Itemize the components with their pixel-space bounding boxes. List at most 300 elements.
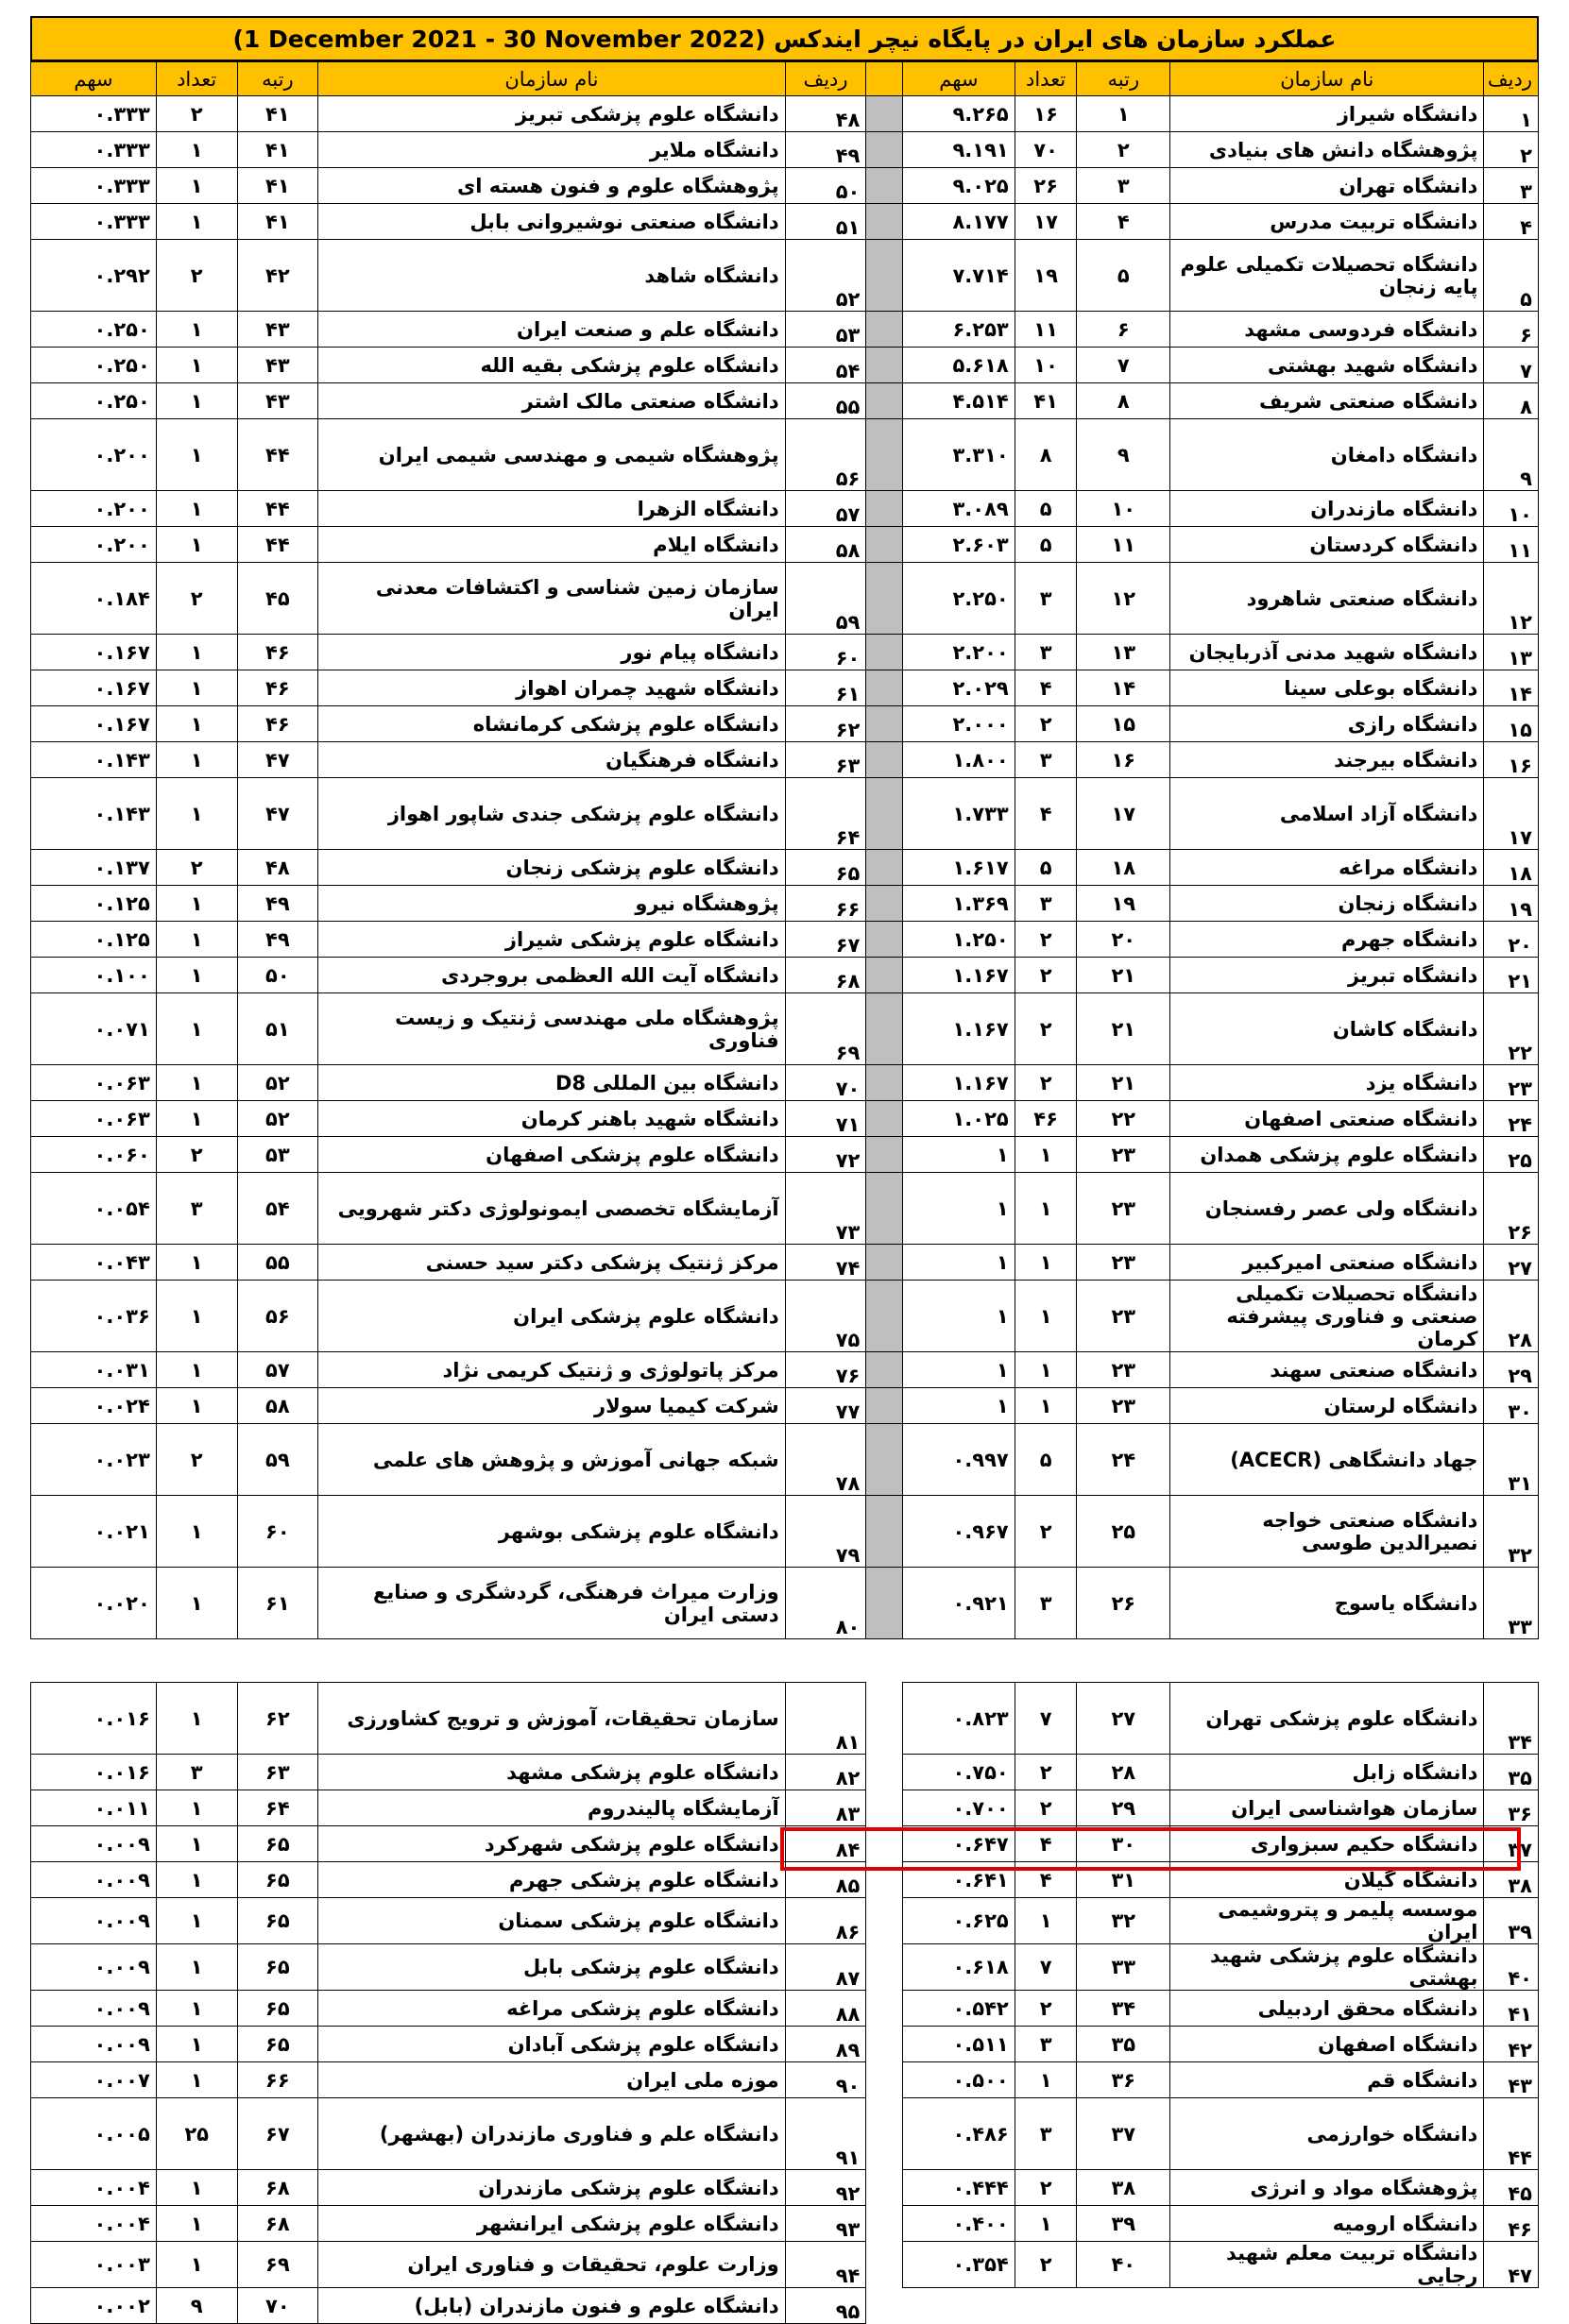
- rank-value: ۶: [1077, 312, 1170, 348]
- row-number: ۸۴: [785, 1826, 866, 1862]
- share-value: ۰.۲۵۰: [31, 348, 157, 383]
- separator: [866, 1245, 903, 1281]
- title-text: عملکرد سازمان های ایران در پایگاه نیچر ایندکس: [774, 25, 1337, 53]
- row-number: ۳: [1484, 168, 1539, 204]
- table-row: [31, 240, 1539, 312]
- count-value: ۵: [1015, 491, 1077, 527]
- row-number: ۴۵: [1484, 2170, 1539, 2206]
- row-number: ۳۸: [1484, 1862, 1539, 1898]
- share-value: ۰.۰۰۹: [31, 2027, 157, 2062]
- rank-value: ۴۶: [237, 635, 318, 670]
- row-number: ۵۱: [785, 204, 866, 240]
- empty-cell: [1015, 2288, 1077, 2324]
- share-value: ۰.۶۱۸: [903, 1944, 1015, 1991]
- share-value: ۰.۹۶۷: [903, 1496, 1015, 1568]
- row-number: ۶۱: [785, 670, 866, 706]
- share-value: ۰.۰۰۴: [31, 2206, 157, 2242]
- org-name: دانشگاه جهرم: [1170, 922, 1484, 958]
- share-value: ۰.۰۰۹: [31, 1898, 157, 1944]
- separator: [866, 670, 903, 706]
- count-value: ۱: [1015, 1898, 1077, 1944]
- share-value: ۱.۱۶۷: [903, 958, 1015, 993]
- count-value: ۳: [1015, 563, 1077, 635]
- org-name: دانشگاه تحصیلات تکمیلی علوم پایه زنجان: [1170, 240, 1484, 312]
- org-name: مرکز پاتولوژی و ژنتیک کریمی نژاد: [318, 1352, 785, 1388]
- share-value: ۲.۶۰۳: [903, 527, 1015, 563]
- count-value: ۴۱: [1015, 383, 1077, 419]
- row-number: ۳۴: [1484, 1683, 1539, 1755]
- share-value: ۰.۴۰۰: [903, 2206, 1015, 2242]
- org-name: پژوهشگاه نیرو: [318, 886, 785, 922]
- share-value: ۰.۵۱۱: [903, 2027, 1015, 2062]
- rank-value: ۴۳: [237, 383, 318, 419]
- table-row: [31, 419, 1539, 491]
- share-value: ۰.۱۳۷: [31, 850, 157, 886]
- org-name: دانشگاه علوم پزشکی جندی شاپور اهواز: [318, 778, 785, 850]
- org-name: دانشگاه محقق اردبیلی: [1170, 1991, 1484, 2027]
- row-number: ۵۴: [785, 348, 866, 383]
- count-value: ۱: [156, 1944, 237, 1991]
- org-name: دانشگاه علوم پزشکی بوشهر: [318, 1496, 785, 1568]
- row-number: ۱۲: [1484, 563, 1539, 635]
- count-value: ۱: [156, 1568, 237, 1639]
- share-value: ۰.۵۴۲: [903, 1991, 1015, 2027]
- rank-value: ۴۴: [237, 419, 318, 491]
- rank-value: ۲۱: [1077, 958, 1170, 993]
- row-number: ۱۷: [1484, 778, 1539, 850]
- rank-value: ۶۸: [237, 2170, 318, 2206]
- org-name: پژوهشگاه ملی مهندسی ژنتیک و زیست فناوری: [318, 993, 785, 1065]
- table-row: [31, 563, 1539, 635]
- org-name: دانشگاه صنعتی امیرکبیر: [1170, 1245, 1484, 1281]
- share-value: ۰.۱۴۳: [31, 778, 157, 850]
- count-value: ۸: [1015, 419, 1077, 491]
- count-value: ۲: [156, 563, 237, 635]
- separator: [866, 1173, 903, 1245]
- share-value: ۱: [903, 1352, 1015, 1388]
- org-name: دانشگاه بوعلی سینا: [1170, 670, 1484, 706]
- row-number: ۳۹: [1484, 1898, 1539, 1944]
- row-number: ۹۰: [785, 2062, 866, 2098]
- org-name: پژوهشگاه علوم و فنون هسته ای: [318, 168, 785, 204]
- share-value: ۰.۱۶۷: [31, 706, 157, 742]
- separator: [866, 886, 903, 922]
- rank-value: ۶۵: [237, 2027, 318, 2062]
- count-value: ۲: [1015, 922, 1077, 958]
- org-name: دانشگاه رازی: [1170, 706, 1484, 742]
- rank-value: ۱۴: [1077, 670, 1170, 706]
- row-number: ۸۷: [785, 1944, 866, 1991]
- share-value: ۰.۴۸۶: [903, 2098, 1015, 2170]
- org-name: دانشگاه تبریز: [1170, 958, 1484, 993]
- count-value: ۱: [1015, 2206, 1077, 2242]
- row-number: ۴۷: [1484, 2242, 1539, 2288]
- org-name: دانشگاه علوم پزشکی بقیه الله: [318, 348, 785, 383]
- share-value: ۷.۷۱۴: [903, 240, 1015, 312]
- share-value: ۰.۰۶۳: [31, 1065, 157, 1101]
- separator: [866, 706, 903, 742]
- org-name: دانشگاه علوم پزشکی مازندران: [318, 2170, 785, 2206]
- share-value: ۰.۶۴۷: [903, 1826, 1015, 1862]
- share-value: ۰.۰۰۴: [31, 2170, 157, 2206]
- rank-value: ۵۲: [237, 1065, 318, 1101]
- table-row: [31, 1101, 1539, 1137]
- org-name: سازمان زمین شناسی و اکتشافات معدنی ایران: [318, 563, 785, 635]
- org-name: دانشگاه شیراز: [1170, 96, 1484, 132]
- rank-value: ۲۳: [1077, 1245, 1170, 1281]
- org-name: دانشگاه علوم پزشکی مراغه: [318, 1991, 785, 2027]
- row-number: ۳۵: [1484, 1755, 1539, 1790]
- row-number: ۹۴: [785, 2242, 866, 2288]
- row-number: ۸۵: [785, 1862, 866, 1898]
- org-name: پژوهشگاه شیمی و مهندسی شیمی ایران: [318, 419, 785, 491]
- share-value: ۰.۰۰۹: [31, 1826, 157, 1862]
- row-number: ۵۲: [785, 240, 866, 312]
- empty-cell: [1170, 2288, 1484, 2324]
- rank-value: ۵۲: [237, 1101, 318, 1137]
- row-number: ۴۲: [1484, 2027, 1539, 2062]
- org-name: دانشگاه علوم پزشکی اصفهان: [318, 1137, 785, 1173]
- table-row: [31, 1944, 1539, 1991]
- share-value: ۰.۰۰۲: [31, 2288, 157, 2324]
- org-name: دانشگاه بیرجند: [1170, 742, 1484, 778]
- table-row: [31, 1683, 1539, 1755]
- share-value: ۰.۰۳۶: [31, 1281, 157, 1352]
- row-number: ۱۹: [1484, 886, 1539, 922]
- separator: [866, 1101, 903, 1137]
- rank-value: ۴۶: [237, 670, 318, 706]
- share-value: ۰.۱۴۳: [31, 742, 157, 778]
- table-row: [31, 706, 1539, 742]
- row-number: ۴۹: [785, 132, 866, 168]
- separator: [866, 1496, 903, 1568]
- rank-value: ۲: [1077, 132, 1170, 168]
- row-number: ۹۱: [785, 2098, 866, 2170]
- separator: [866, 383, 903, 419]
- rank-value: ۵۵: [237, 1245, 318, 1281]
- rank-value: ۵۳: [237, 1137, 318, 1173]
- count-value: ۱: [156, 922, 237, 958]
- row-number: ۵: [1484, 240, 1539, 312]
- rank-value: ۲۳: [1077, 1388, 1170, 1424]
- count-value: ۲: [156, 1137, 237, 1173]
- org-name: دانشگاه شهید بهشتی: [1170, 348, 1484, 383]
- row-number: ۹۵: [785, 2288, 866, 2324]
- rank-value: ۱۰: [1077, 491, 1170, 527]
- share-value: ۰.۶۴۱: [903, 1862, 1015, 1898]
- org-name: دانشگاه شهید مدنی آذربایجان: [1170, 635, 1484, 670]
- org-name: دانشگاه علم و صنعت ایران: [318, 312, 785, 348]
- row-number: ۸: [1484, 383, 1539, 419]
- row-number: ۶۷: [785, 922, 866, 958]
- row-number: ۲۰: [1484, 922, 1539, 958]
- share-value: ۰.۲۰۰: [31, 491, 157, 527]
- rank-value: ۱۸: [1077, 850, 1170, 886]
- separator: [866, 850, 903, 886]
- table-row: [31, 1826, 1539, 1862]
- share-value: ۰.۳۳۳: [31, 168, 157, 204]
- count-value: ۴: [1015, 670, 1077, 706]
- org-name: دانشگاه شهید باهنر کرمان: [318, 1101, 785, 1137]
- rank-value: ۳۴: [1077, 1991, 1170, 2027]
- count-value: ۲: [1015, 993, 1077, 1065]
- share-value: ۱.۳۶۹: [903, 886, 1015, 922]
- rank-value: ۶۵: [237, 1944, 318, 1991]
- row-number: ۳۰: [1484, 1388, 1539, 1424]
- org-name: دانشگاه یزد: [1170, 1065, 1484, 1101]
- row-number: ۶۵: [785, 850, 866, 886]
- count-value: ۷: [1015, 1683, 1077, 1755]
- col-row-header: ردیف: [785, 62, 866, 96]
- separator: [866, 2170, 903, 2206]
- table-row: [31, 850, 1539, 886]
- row-number: ۱۶: [1484, 742, 1539, 778]
- count-value: ۱: [156, 1101, 237, 1137]
- org-name: دانشگاه تهران: [1170, 168, 1484, 204]
- rank-value: ۲۶: [1077, 1568, 1170, 1639]
- row-number: ۹: [1484, 419, 1539, 491]
- table-row: [31, 1137, 1539, 1173]
- rank-value: ۵: [1077, 240, 1170, 312]
- count-value: ۱: [156, 419, 237, 491]
- org-name: دانشگاه صنعتی مالک اشتر: [318, 383, 785, 419]
- rank-value: ۱۳: [1077, 635, 1170, 670]
- share-value: ۳.۰۸۹: [903, 491, 1015, 527]
- share-value: ۰.۰۶۳: [31, 1101, 157, 1137]
- count-value: ۷: [1015, 1944, 1077, 1991]
- org-name: دانشگاه زابل: [1170, 1755, 1484, 1790]
- row-number: ۴۱: [1484, 1991, 1539, 2027]
- count-value: ۱: [156, 527, 237, 563]
- rank-value: ۶۸: [237, 2206, 318, 2242]
- rank-value: ۴۱: [237, 132, 318, 168]
- count-value: ۳: [1015, 2027, 1077, 2062]
- share-value: ۱: [903, 1245, 1015, 1281]
- count-value: ۱: [156, 1065, 237, 1101]
- share-value: ۰.۱۸۴: [31, 563, 157, 635]
- share-value: ۰.۱۶۷: [31, 635, 157, 670]
- row-number: ۸۲: [785, 1755, 866, 1790]
- count-value: ۱: [1015, 1388, 1077, 1424]
- count-value: ۱: [1015, 1281, 1077, 1352]
- col-count-header: تعداد: [156, 62, 237, 96]
- table-row: [31, 1568, 1539, 1639]
- rank-value: ۱: [1077, 96, 1170, 132]
- rank-value: ۷: [1077, 348, 1170, 383]
- share-value: ۱.۶۱۷: [903, 850, 1015, 886]
- table-row: [31, 491, 1539, 527]
- count-value: ۵: [1015, 1424, 1077, 1496]
- row-number: ۲: [1484, 132, 1539, 168]
- count-value: ۱: [156, 1898, 237, 1944]
- count-value: ۱: [156, 383, 237, 419]
- org-name: دانشگاه صنعتی شاهرود: [1170, 563, 1484, 635]
- org-name: دانشگاه خوارزمی: [1170, 2098, 1484, 2170]
- row-number: ۴۸: [785, 96, 866, 132]
- separator: [866, 2098, 903, 2170]
- row-number: ۶۲: [785, 706, 866, 742]
- row-number: ۵۸: [785, 527, 866, 563]
- table-row: [31, 886, 1539, 922]
- count-value: ۱: [156, 2242, 237, 2288]
- rank-value: ۶۲: [237, 1683, 318, 1755]
- org-name: دانشگاه یاسوج: [1170, 1568, 1484, 1639]
- org-name: دانشگاه حکیم سبزواری: [1170, 1826, 1484, 1862]
- row-number: ۲۳: [1484, 1065, 1539, 1101]
- row-number: ۳۷: [1484, 1826, 1539, 1862]
- share-value: ۲.۰۰۰: [903, 706, 1015, 742]
- separator: [866, 1944, 903, 1991]
- org-name: دانشگاه فردوسی مشهد: [1170, 312, 1484, 348]
- count-value: ۲: [1015, 1991, 1077, 2027]
- count-value: ۲: [1015, 2242, 1077, 2288]
- count-value: ۱: [156, 993, 237, 1065]
- separator: [866, 742, 903, 778]
- share-value: ۱.۸۰۰: [903, 742, 1015, 778]
- share-value: ۱: [903, 1137, 1015, 1173]
- row-number: ۵۷: [785, 491, 866, 527]
- separator: [866, 1352, 903, 1388]
- separator: [866, 96, 903, 132]
- separator: [866, 1991, 903, 2027]
- row-number: ۸۶: [785, 1898, 866, 1944]
- row-number: ۷۴: [785, 1245, 866, 1281]
- col-row-header: ردیف: [1484, 62, 1539, 96]
- count-value: ۱: [1015, 2062, 1077, 2098]
- rank-value: ۳۲: [1077, 1898, 1170, 1944]
- count-value: ۱: [156, 958, 237, 993]
- table-row: [31, 958, 1539, 993]
- org-name: دانشگاه صنعتی نوشیروانی بابل: [318, 204, 785, 240]
- rank-value: ۲۵: [1077, 1496, 1170, 1568]
- rank-value: ۴۵: [237, 563, 318, 635]
- row-number: ۶: [1484, 312, 1539, 348]
- count-value: ۱: [156, 168, 237, 204]
- share-value: ۰.۲۵۰: [31, 312, 157, 348]
- org-name: دانشگاه پیام نور: [318, 635, 785, 670]
- share-value: ۰.۰۲۴: [31, 1388, 157, 1424]
- rank-value: ۲۲: [1077, 1101, 1170, 1137]
- org-name: دانشگاه شهید چمران اهواز: [318, 670, 785, 706]
- count-value: ۱: [156, 2170, 237, 2206]
- count-value: ۲: [156, 1424, 237, 1496]
- count-value: ۱: [156, 2206, 237, 2242]
- count-value: ۱: [156, 491, 237, 527]
- count-value: ۱۹: [1015, 240, 1077, 312]
- row-number: ۷۰: [785, 1065, 866, 1101]
- count-value: ۱: [156, 204, 237, 240]
- separator: [866, 563, 903, 635]
- count-value: ۱: [156, 886, 237, 922]
- separator: [866, 1424, 903, 1496]
- col-rank-header: رتبه: [1077, 62, 1170, 96]
- rank-value: ۴۳: [237, 312, 318, 348]
- org-name: دانشگاه الزهرا: [318, 491, 785, 527]
- row-number: ۳۲: [1484, 1496, 1539, 1568]
- org-name: دانشگاه لرستان: [1170, 1388, 1484, 1424]
- table-row: [31, 1281, 1539, 1352]
- empty-cell: [1077, 2288, 1170, 2324]
- row-number: ۷۷: [785, 1388, 866, 1424]
- org-name: دانشگاه شاهد: [318, 240, 785, 312]
- table-row: [31, 1424, 1539, 1496]
- count-value: ۳: [156, 1755, 237, 1790]
- header-row: [31, 62, 1539, 96]
- rank-value: ۱۷: [1077, 778, 1170, 850]
- count-value: ۲: [1015, 1755, 1077, 1790]
- separator: [866, 1683, 903, 1755]
- count-value: ۲: [156, 96, 237, 132]
- row-number: ۱۵: [1484, 706, 1539, 742]
- col-name-header: نام سازمان: [1170, 62, 1484, 96]
- row-number: ۲۱: [1484, 958, 1539, 993]
- org-name: دانشگاه تحصیلات تکمیلی صنعتی و فناوری پیشرفته کرمان: [1170, 1281, 1484, 1352]
- count-value: ۴۶: [1015, 1101, 1077, 1137]
- row-number: ۲۸: [1484, 1281, 1539, 1352]
- rank-value: ۶۰: [237, 1496, 318, 1568]
- share-value: ۰.۱۰۰: [31, 958, 157, 993]
- count-value: ۲: [1015, 958, 1077, 993]
- org-name: دانشگاه صنعتی خواجه نصیرالدین طوسی: [1170, 1496, 1484, 1568]
- row-number: ۱۸: [1484, 850, 1539, 886]
- row-number: ۱۰: [1484, 491, 1539, 527]
- org-name: دانشگاه تربیت مدرس: [1170, 204, 1484, 240]
- empty-cell: [1484, 2288, 1539, 2324]
- org-name: دانشگاه صنعتی شریف: [1170, 383, 1484, 419]
- rank-value: ۱۵: [1077, 706, 1170, 742]
- row-number: ۴۰: [1484, 1944, 1539, 1991]
- table-row: [31, 96, 1539, 132]
- org-name: دانشگاه اصفهان: [1170, 2027, 1484, 2062]
- rank-value: ۳۷: [1077, 2098, 1170, 2170]
- share-value: ۰.۴۴۴: [903, 2170, 1015, 2206]
- count-value: ۱: [1015, 1352, 1077, 1388]
- org-name: دانشگاه علوم پزشکی ایرانشهر: [318, 2206, 785, 2242]
- table-row: [31, 1991, 1539, 2027]
- share-value: ۰.۳۵۴: [903, 2242, 1015, 2288]
- rank-value: ۶۵: [237, 1991, 318, 2027]
- org-name: سازمان تحقیقات، آموزش و ترویج کشاورزی: [318, 1683, 785, 1755]
- rank-value: ۴۱: [237, 168, 318, 204]
- org-name: دانشگاه ایلام: [318, 527, 785, 563]
- share-value: ۰.۳۳۳: [31, 132, 157, 168]
- rank-value: ۳۳: [1077, 1944, 1170, 1991]
- rank-value: ۴: [1077, 204, 1170, 240]
- separator: [866, 1065, 903, 1101]
- share-value: ۰.۷۵۰: [903, 1755, 1015, 1790]
- share-value: ۱.۱۶۷: [903, 993, 1015, 1065]
- org-name: جهاد دانشگاهی (ACECR): [1170, 1424, 1484, 1496]
- separator: [866, 1790, 903, 1826]
- count-value: ۲: [1015, 1496, 1077, 1568]
- share-value: ۱.۲۵۰: [903, 922, 1015, 958]
- org-name: دانشگاه علوم پزشکی بابل: [318, 1944, 785, 1991]
- row-number: ۹۲: [785, 2170, 866, 2206]
- org-name: دانشگاه تربیت معلم شهید رجایی: [1170, 2242, 1484, 2288]
- table-row: [31, 1790, 1539, 1826]
- count-value: ۳: [1015, 1568, 1077, 1639]
- table-row: [31, 2170, 1539, 2206]
- org-name: آزمایشگاه تخصصی ایمونولوژی دکتر شهرویی: [318, 1173, 785, 1245]
- rank-value: ۹: [1077, 419, 1170, 491]
- org-name: دانشگاه علوم پزشکی تبریز: [318, 96, 785, 132]
- org-name: دانشگاه دامغان: [1170, 419, 1484, 491]
- org-name: پژوهشگاه دانش های بنیادی: [1170, 132, 1484, 168]
- row-number: ۱۴: [1484, 670, 1539, 706]
- report-wrapper: [30, 16, 1539, 2324]
- table-row: [31, 2288, 1539, 2324]
- share-value: ۲.۲۵۰: [903, 563, 1015, 635]
